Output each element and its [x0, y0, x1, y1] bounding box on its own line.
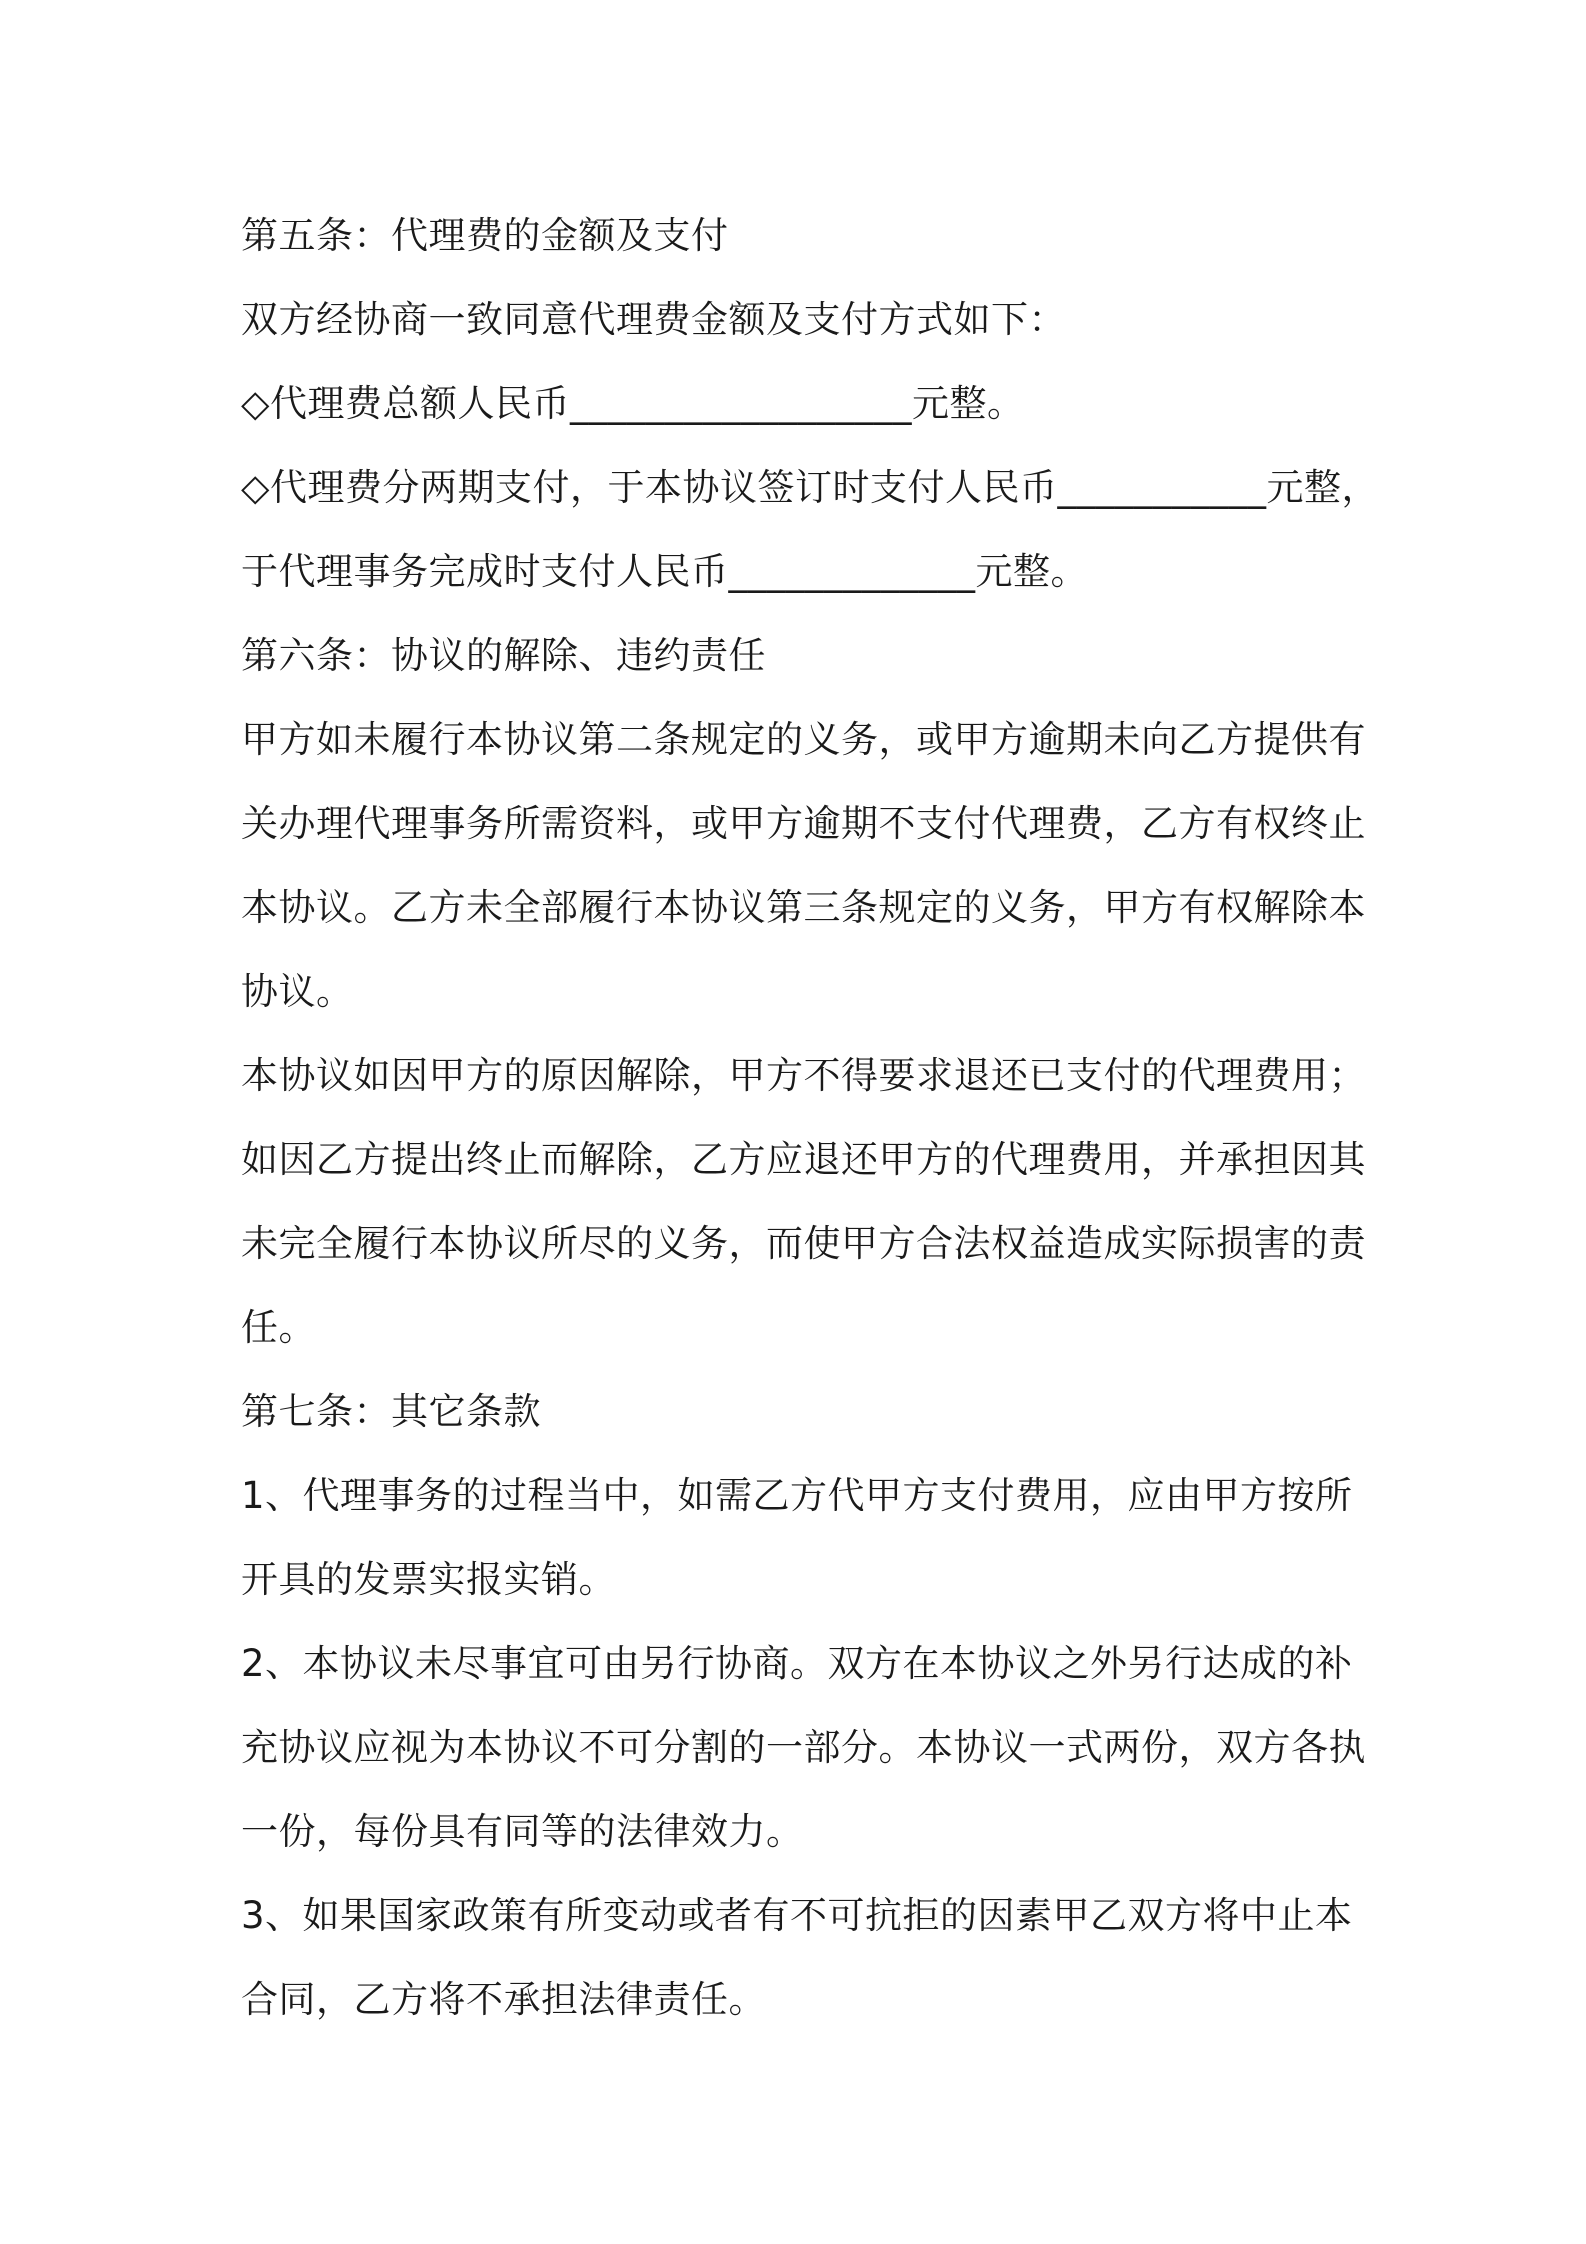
- article-5-total-fee: ◇代理费总额人民币__________________元整。: [241, 382, 1025, 425]
- article-7-clause-1-line-2: 开具的发票实报实销。: [241, 1558, 616, 1601]
- document-body: [241, 194, 1379, 2042]
- article-6-paragraph-2-line-3: 未完全履行本协议所尽的义务，而使甲方合法权益造成实际损害的责: [241, 1222, 1366, 1265]
- article-6-paragraph-1-line-3: 本协议。乙方未全部履行本协议第三条规定的义务，甲方有权解除本: [241, 886, 1366, 929]
- article-7-clause-2-line-3: 一份，每份具有同等的法律效力。: [241, 1810, 804, 1853]
- article-5-installments-line-2: 于代理事务完成时支付人民币_____________元整。: [241, 550, 1088, 593]
- article-6-paragraph-1-line-4: 协议。: [241, 970, 354, 1013]
- article-5-installments-line-1: ◇代理费分两期支付，于本协议签订时支付人民币___________元整，: [241, 466, 1379, 509]
- article-7-clause-2-line-1: 2、本协议未尽事宜可由另行协商。双方在本协议之外另行达成的补: [241, 1642, 1353, 1685]
- article-7-clause-3-line-2: 合同，乙方将不承担法律责任。: [241, 1978, 766, 2021]
- article-6-paragraph-2-line-1: 本协议如因甲方的原因解除，甲方不得要求退还已支付的代理费用；: [241, 1054, 1366, 1097]
- article-7-heading: 第七条：其它条款: [241, 1390, 541, 1433]
- article-7-clause-1-line-1: 1、代理事务的过程当中，如需乙方代甲方支付费用，应由甲方按所: [241, 1474, 1353, 1517]
- article-5-heading: 第五条：代理费的金额及支付: [241, 214, 729, 257]
- article-7-clause-2-line-2: 充协议应视为本协议不可分割的一部分。本协议一式两份，双方各执: [241, 1726, 1366, 1769]
- article-6-paragraph-2-line-4: 任。: [241, 1306, 316, 1349]
- article-6-paragraph-1-line-1: 甲方如未履行本协议第二条规定的义务，或甲方逾期未向乙方提供有: [241, 718, 1366, 761]
- article-6-paragraph-1-line-2: 关办理代理事务所需资料，或甲方逾期不支付代理费，乙方有权终止: [241, 802, 1366, 845]
- article-7-clause-3-line-1: 3、如果国家政策有所变动或者有不可抗拒的因素甲乙双方将中止本: [241, 1894, 1353, 1937]
- article-6-heading: 第六条：协议的解除、违约责任: [241, 634, 766, 677]
- article-6-paragraph-2-line-2: 如因乙方提出终止而解除，乙方应退还甲方的代理费用，并承担因其: [241, 1138, 1366, 1181]
- article-5-intro: 双方经协商一致同意代理费金额及支付方式如下：: [241, 298, 1066, 341]
